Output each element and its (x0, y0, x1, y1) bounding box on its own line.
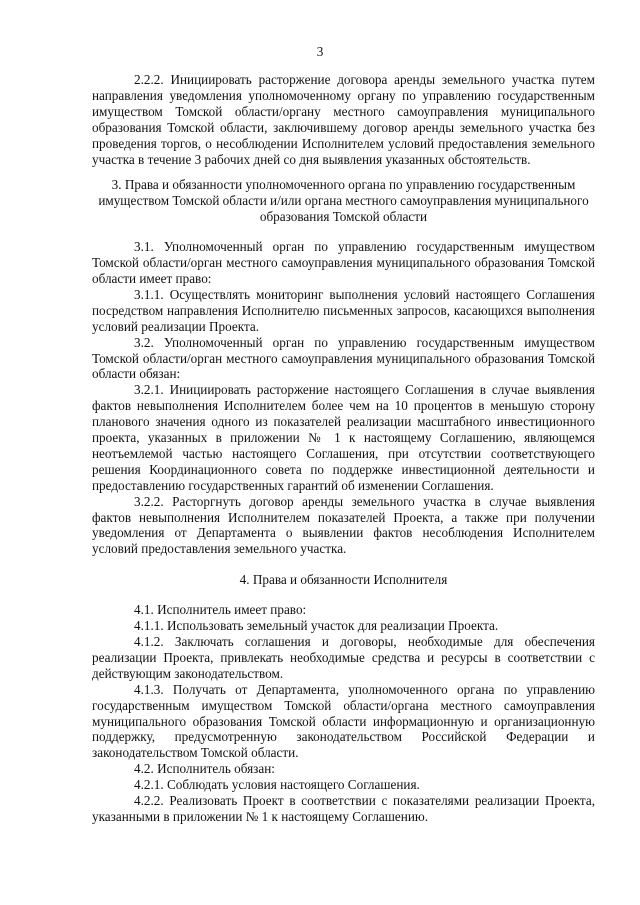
paragraph-3-1: 3.1. Уполномоченный орган по управлению государственным имуществом Томской области/орган местного самоуправления муниципального образования Томской области имеет право: (92, 239, 595, 286)
section-3-heading: 3. Права и обязанности уполномоченного органа по управлению государственным имуществом Томской области и/или органа местного самоуправления муниципального образования Томской области (98, 177, 589, 225)
paragraph-3-2: 3.2. Уполномоченный орган по управлению государственным имуществом Томской области/орган местного самоуправления муниципального образования Томской области обязан: (92, 334, 595, 382)
paragraph-3-2-1: 3.2.1. Инициировать расторжение настоящего Соглашения в случае выявления фактов невыполнения Исполнителем более чем на 10 процентов в меньшую сторону планового значения одного из показателей реализации масштабного инвестиционного проекта, указанных в приложении № 1 к настоящему Соглашению, являющемся неотъемлемой частью настоящего Соглашения, при отсутствии соответствующего решения Координационного совета по поддержке инвестиционной деятельности и предоставлению государственных гарантий об изменении Соглашения. (92, 382, 595, 493)
paragraph-2-2-2: 2.2.2. Инициировать расторжение договора аренды земельного участка путем направления уведомления уполномоченному органу по управлению государственным имуществом Томской области/органу местного самоуправления муниципального образования Томской области, заключившему договор аренды земельного участка без проведения торгов, о несоблюдении Исполнителем условий предоставления земельного участка в течение 3 рабочих дней со дня выявления указанных обстоятельств. (92, 72, 595, 167)
paragraph-3-1-1: 3.1.1. Осуществлять мониторинг выполнения условий настоящего Соглашения посредством направления Исполнителю письменных запросов, касающихся выполнения условий реализации Проекта. (92, 286, 595, 334)
paragraph-4-2: 4.2. Исполнитель обязан: (134, 761, 275, 777)
document-body (92, 72, 595, 825)
paragraph-4-1-3: 4.1.3. Получать от Департамента, уполномоченного органа по управлению государственным имуществом Томской области/органа местного самоуправления муниципального образования Томской области информационную и организационную поддержку, предусмотренную законодательством Российской Федерации и законодательством Томской области. (92, 681, 595, 761)
page-number: 3 (316, 44, 324, 59)
section-4-heading: 4. Права и обязанности Исполнителя (239, 572, 448, 588)
paragraph-4-2-1: 4.2.1. Соблюдать условия настоящего Соглашения. (134, 777, 420, 793)
paragraph-4-1: 4.1. Исполнитель имеет право: (134, 602, 307, 618)
paragraph-4-1-1: 4.1.1. Использовать земельный участок для реализации Проекта. (134, 618, 499, 634)
paragraph-3-2-2: 3.2.2. Расторгнуть договор аренды земельного участка в случае выявления фактов невыполнения Исполнителем показателей Проекта, а также при получении уведомления от Департамента о выявлении фактов несоблюдения Исполнителем условий предоставления земельного участка. (92, 493, 595, 557)
paragraph-4-2-2: 4.2.2. Реализовать Проект в соответствии с показателями реализации Проекта, указанными в приложении № 1 к настоящему Соглашению. (92, 793, 595, 824)
paragraph-4-1-2: 4.1.2. Заключать соглашения и договоры, необходимые для обеспечения реализации Проекта, привлекать необходимые средства и ресурсы в соответствии с действующим законодательством. (92, 634, 595, 681)
